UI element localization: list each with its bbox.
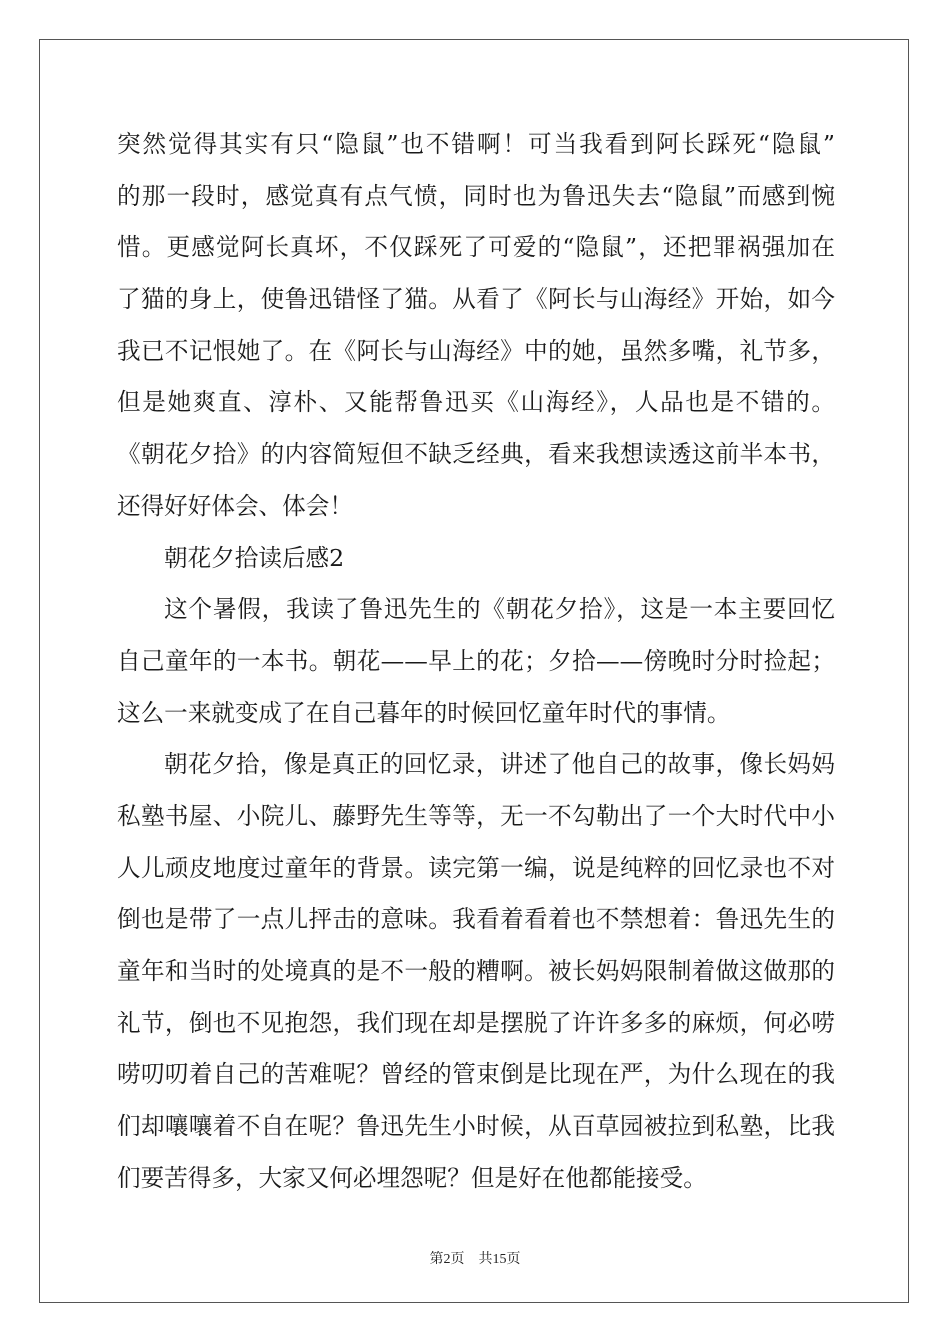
heading-text: 朝花夕拾读后感2	[164, 543, 345, 572]
text-line: 这个暑假，我读了鲁迅先生的《朝花夕拾》，这是一本主要回忆	[164, 595, 835, 624]
text-line: 人儿顽皮地度过童年的背景。读完第一编，说是纯粹的回忆录也不对	[117, 853, 835, 882]
text-line: 惜。更感觉阿长真坏，不仅踩死了可爱的“隐鼠”，还把罪祸强加在	[117, 233, 835, 262]
paragraph	[117, 739, 835, 1204]
paragraph	[117, 119, 835, 533]
text-line: 《朝花夕拾》的内容简短但不缺乏经典，看来我想读透这前半本书，	[117, 440, 835, 469]
text-line: 这么一来就变成了在自己暮年的时候回忆童年时代的事情。	[117, 698, 731, 727]
text-line: 我已不记恨她了。在《阿长与山海经》中的她，虽然多嘴，礼节多，	[117, 336, 835, 365]
text-line: 倒也是带了一点儿抨击的意味。我看着看着也不禁想着：鲁迅先生的	[117, 905, 835, 934]
page-total: 共15页	[478, 1252, 521, 1267]
text-line: 唠叨叨着自己的苦难呢？曾经的管束倒是比现在严，为什么现在的我	[117, 1060, 835, 1089]
text-line: 们却嚷嚷着不自在呢？鲁迅先生小时候，从百草园被拉到私塾，比我	[117, 1112, 835, 1141]
text-line: 私塾书屋、小院儿、藤野先生等等，无一不勾勒出了一个大时代中小	[117, 801, 835, 830]
text-line: 的那一段时，感觉真有点气愤，同时也为鲁迅失去“隐鼠”而感到惋	[117, 181, 835, 210]
text-line: 还得好好体会、体会！	[117, 491, 353, 520]
text-line: 们要苦得多，大家又何必埋怨呢？但是好在他都能接受。	[117, 1163, 707, 1192]
text-line: 自己童年的一本书。朝花——早上的花；夕拾——傍晚时分时捡起；	[117, 646, 835, 675]
text-line: 朝花夕拾，像是真正的回忆录，讲述了他自己的故事，像长妈妈	[164, 750, 835, 779]
document-body	[117, 119, 835, 1204]
text-line: 童年和当时的处境真的是不一般的糟啊。被长妈妈限制着做这做那的	[117, 957, 835, 985]
page-number: 第2页	[429, 1252, 465, 1267]
paragraph	[117, 584, 835, 739]
text-line: 突然觉得其实有只“隐鼠”也不错啊！可当我看到阿长踩死“隐鼠”	[117, 130, 835, 158]
page-footer	[0, 1248, 950, 1268]
text-line: 但是她爽直、淳朴、又能帮鲁迅买《山海经》，人品也是不错的。	[117, 388, 835, 417]
text-line: 礼节，倒也不见抱怨，我们现在却是摆脱了许许多多的麻烦，何必唠	[117, 1008, 835, 1037]
section-heading	[117, 533, 835, 585]
text-line: 了猫的身上，使鲁迅错怪了猫。从看了《阿长与山海经》开始，如今	[117, 285, 835, 314]
